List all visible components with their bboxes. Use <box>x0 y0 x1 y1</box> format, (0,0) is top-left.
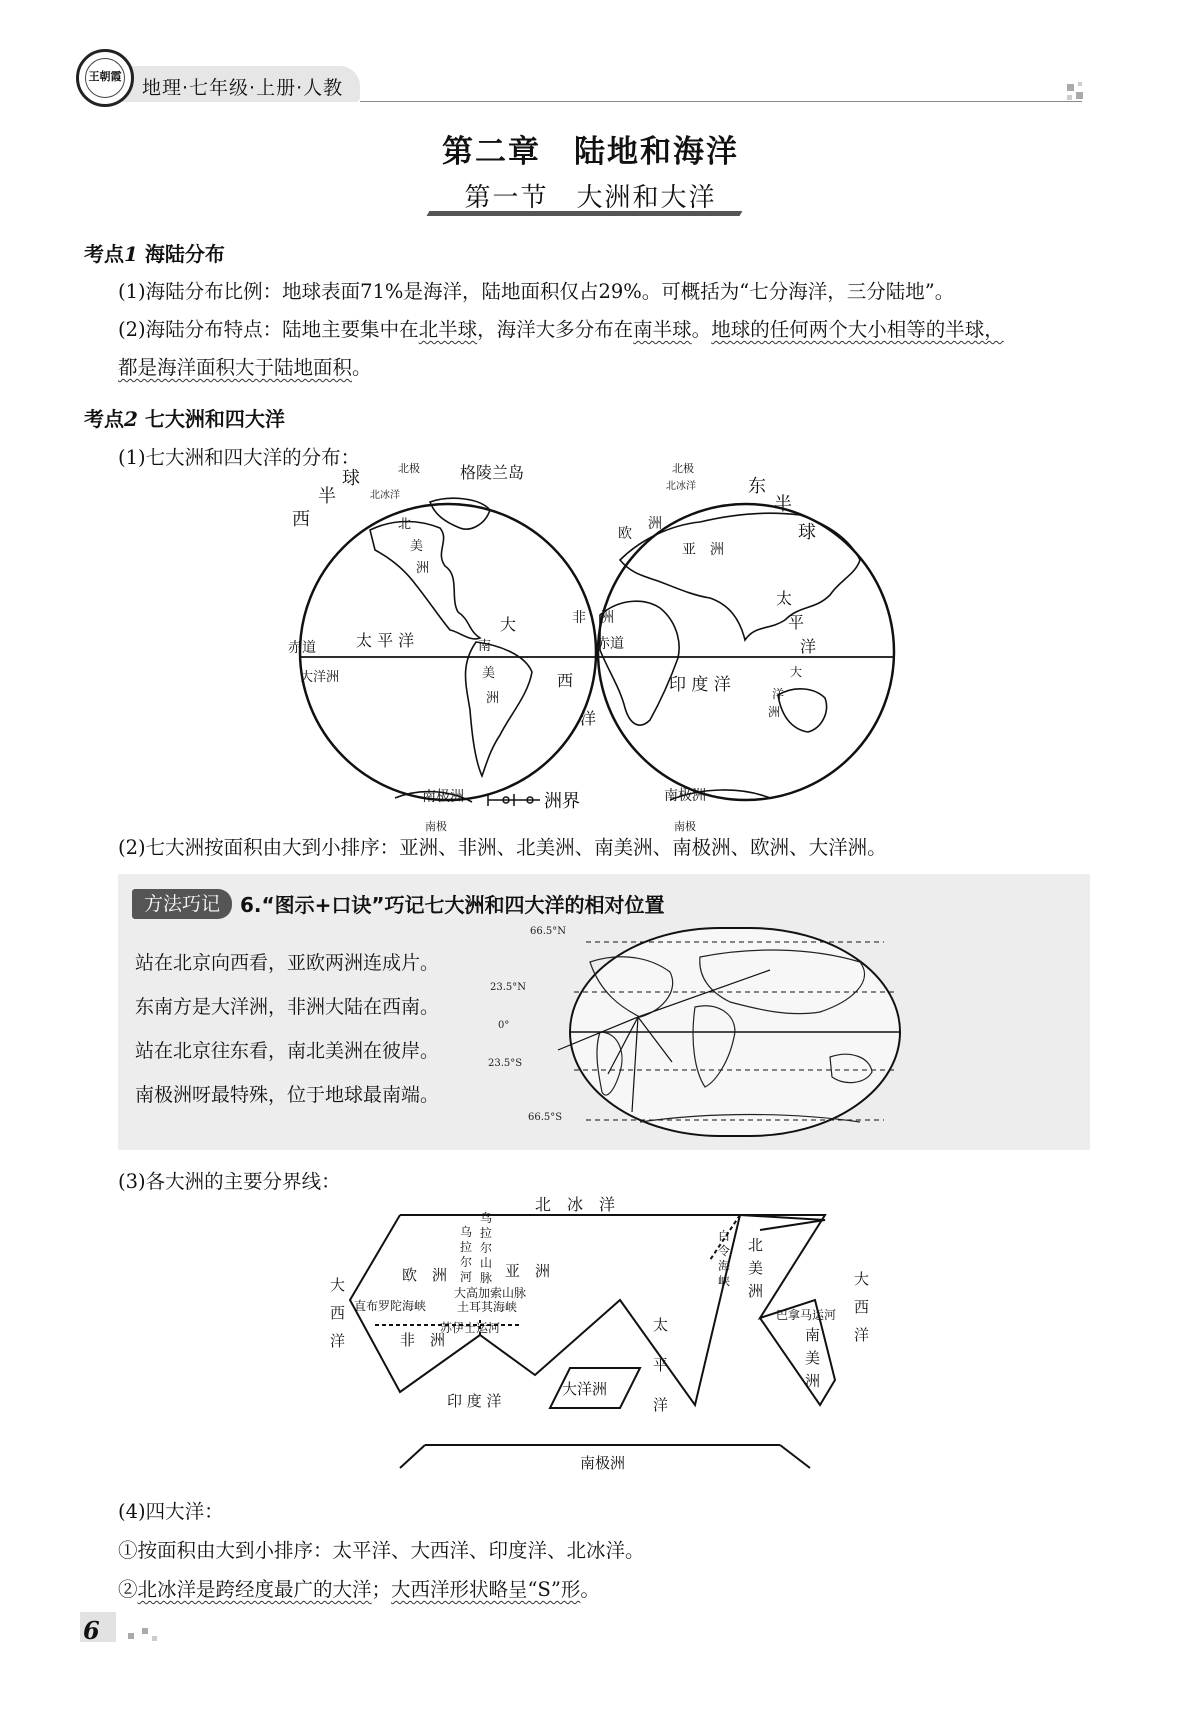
rhyme-line-4: 南极洲呀最特殊，位于地球最南端。 <box>135 1084 440 1106</box>
ural-river-char-3: 尔 <box>460 1255 473 1269</box>
bering-char-4: 峡 <box>718 1274 731 1288</box>
kaodian-1-para-2: (2)海陆分布特点：陆地主要集中在北半球，海洋大多分布在南半球。地球的任何两个大小相等的半球， <box>118 318 1004 341</box>
east-equator-label: 赤道 <box>596 636 624 652</box>
bering-char-3: 海 <box>718 1259 731 1273</box>
south-america-char-2: 美 <box>482 666 496 681</box>
caucasus-label: 大高加索山脉 <box>454 1286 527 1300</box>
footer-decor-dot <box>128 1633 134 1639</box>
west-hemi-char-3: 球 <box>342 468 360 489</box>
suez-label: 苏伊士运河 <box>440 1321 501 1335</box>
oceania-char-2: 洋 <box>772 687 785 701</box>
bering-char-2: 令 <box>718 1244 731 1258</box>
kaodian-2-heading: 考点2 七大洲和四大洋 <box>84 407 285 431</box>
ural-river-char-4: 河 <box>460 1270 473 1284</box>
east-south-pole-label: 南极 <box>674 820 696 833</box>
atlantic-left-char-2: 西 <box>330 1304 346 1322</box>
north-america-char-3: 洲 <box>416 561 430 576</box>
header-rule <box>360 101 1082 102</box>
western-hemisphere-outline <box>300 504 596 800</box>
method-title: 6.“图示+口诀”巧记七大洲和四大洋的相对位置 <box>240 893 665 917</box>
australia-shape <box>778 689 826 732</box>
ural-mtn-char-1: 乌 <box>480 1211 493 1225</box>
diagram-indian-label: 印 度 洋 <box>447 1392 502 1410</box>
asia-label: 亚 洲 <box>682 542 724 558</box>
boundary-legend-label: 洲界 <box>544 791 580 812</box>
footer-decor-dot <box>152 1636 157 1641</box>
east-pacific-char-1: 太 <box>776 589 793 608</box>
diagram-south-america-char-1: 南 <box>805 1326 821 1344</box>
boundary-legend-symbol <box>488 794 540 806</box>
diagram-south-america-char-3: 洲 <box>805 1372 821 1390</box>
page-number: 6 <box>83 1616 100 1645</box>
atlantic-left-char-1: 大 <box>330 1276 346 1294</box>
west-pacific-label: 太 平 洋 <box>356 631 415 650</box>
kaodian-2-para-6: ②北冰洋是跨经度最广的大洋；大西洋形状略呈“S”形。 <box>118 1578 600 1601</box>
south-america-char-1: 南 <box>478 639 492 654</box>
header-decor-dot <box>1067 95 1072 100</box>
rhyme-line-3: 站在北京往东看，南北美洲在彼岸。 <box>135 1040 440 1062</box>
diagram-pacific-char-1: 太 <box>653 1316 669 1334</box>
ural-mtn-char-3: 尔 <box>480 1241 493 1255</box>
diagram-pacific-char-2: 平 <box>653 1356 669 1374</box>
east-hemi-char-3: 球 <box>798 522 816 543</box>
world-map-figure <box>488 922 910 1142</box>
oceania-char-3: 洲 <box>768 705 781 719</box>
kaodian-1-para-1: (1)海陆分布比例：地球表面71%是海洋，陆地面积仅占29%。可概括为“七分海洋，三分陆地”。 <box>118 280 955 303</box>
lat-label-66n: 66.5°N <box>530 926 567 937</box>
kaodian-2-para-5: ①按面积由大到小排序：太平洋、大西洋、印度洋、北冰洋。 <box>118 1539 645 1562</box>
diagram-pacific-char-3: 洋 <box>653 1396 669 1414</box>
eastern-hemisphere-outline <box>598 504 894 800</box>
west-equator-label: 赤道 <box>288 640 316 656</box>
diagram-africa-label: 非 洲 <box>400 1331 446 1349</box>
header-decor-dot <box>1076 92 1083 99</box>
west-atlantic-char: 大 <box>500 615 517 634</box>
east-north-pole-label: 北极 <box>672 462 694 475</box>
ural-mtn-char-5: 脉 <box>480 1271 493 1285</box>
arctic-label: 北 冰 洋 <box>535 1195 616 1214</box>
europe-char-2: 洲 <box>648 516 662 532</box>
lat-label-66s: 66.5°S <box>528 1112 563 1123</box>
west-arctic-label: 北冰洋 <box>370 490 400 501</box>
east-arctic-label: 北冰洋 <box>666 481 696 492</box>
atlantic-right-char-3: 洋 <box>854 1326 870 1344</box>
diagram-asia-label: 亚 洲 <box>505 1262 551 1280</box>
east-hemi-char-1: 东 <box>748 476 766 497</box>
east-atlantic-char-1: 西 <box>557 671 574 690</box>
diagram-north-america-char-1: 北 <box>748 1236 764 1254</box>
diagram-oceania-label: 大洋洲 <box>562 1380 608 1398</box>
east-pacific-char-2: 平 <box>788 613 805 632</box>
header-decor-dot <box>1078 82 1082 86</box>
book-title: 地理·七年级·上册·人教 <box>142 77 344 99</box>
north-america-char-2: 美 <box>410 539 424 554</box>
east-atlantic-char-2: 洋 <box>580 709 597 728</box>
east-antarctica-label: 南极洲 <box>664 788 706 804</box>
turkish-straits-label: 土耳其海峡 <box>457 1300 518 1314</box>
diagram-europe-label: 欧 洲 <box>402 1266 448 1284</box>
lat-label-23n: 23.5°N <box>490 982 527 993</box>
africa-label: 非 洲 <box>572 610 614 626</box>
publisher-logo: 王朝霞 <box>76 49 134 107</box>
north-america-shape <box>370 522 480 639</box>
gibraltar-label: 直布罗陀海峡 <box>354 1299 427 1313</box>
greenland-shape <box>430 498 490 529</box>
lat-label-23s: 23.5°S <box>488 1058 523 1069</box>
oceania-char-1: 大 <box>790 665 803 679</box>
west-south-pole-label: 南极 <box>425 820 447 833</box>
kaodian-1-heading: 考点1 海陆分布 <box>84 242 225 266</box>
kaodian-2-para-3: (3)各大洲的主要分界线： <box>118 1170 341 1193</box>
section-title: 第一节 大洲和大洋 <box>464 183 717 213</box>
antarctica-left <box>400 1445 425 1468</box>
antarctica-right <box>780 1445 810 1468</box>
hemisphere-map <box>288 462 910 833</box>
chapter-title: 第二章 陆地和海洋 <box>442 134 739 170</box>
lat-label-0: 0° <box>498 1020 510 1031</box>
rhyme-line-2: 东南方是大洋洲，非洲大陆在西南。 <box>135 996 440 1018</box>
east-hemi-char-2: 半 <box>774 494 792 515</box>
atlantic-right-char-1: 大 <box>854 1270 870 1288</box>
europe-char-1: 欧 <box>618 526 632 542</box>
atlantic-right-char-2: 西 <box>854 1298 870 1316</box>
east-pacific-char-3: 洋 <box>800 637 817 656</box>
bering-link <box>740 1215 825 1230</box>
ural-river-char-1: 乌 <box>460 1225 473 1239</box>
kaodian-1-para-3: 都是海洋面积大于陆地面积。 <box>118 356 372 379</box>
footer-decor-dot <box>142 1628 148 1634</box>
diagram-north-america-char-3: 洲 <box>748 1282 764 1300</box>
atlantic-left-char-3: 洋 <box>330 1332 346 1350</box>
rhyme-line-1: 站在北京向西看，亚欧两洲连成片。 <box>135 952 440 974</box>
bering-char-1: 白 <box>718 1229 731 1243</box>
west-north-pole-label: 北极 <box>398 462 420 475</box>
west-antarctica-label: 南极洲 <box>422 789 464 805</box>
ural-mtn-char-4: 山 <box>480 1256 493 1270</box>
indian-ocean-label: 印 度 洋 <box>669 675 731 695</box>
eurasia-shape <box>620 513 860 640</box>
panama-label: 巴拿马运河 <box>776 1308 837 1322</box>
header-decor-dot <box>1067 84 1074 91</box>
south-america-char-3: 洲 <box>486 691 500 706</box>
ural-mtn-char-2: 拉 <box>480 1226 493 1240</box>
west-oceania-label: 大洋洲 <box>300 670 340 685</box>
diagram-south-america-char-2: 美 <box>805 1349 821 1367</box>
north-america-char-1: 北 <box>398 517 412 532</box>
diagram-north-america-char-2: 美 <box>748 1259 764 1277</box>
method-badge: 方法巧记 <box>132 889 232 919</box>
south-america-shape <box>466 642 533 776</box>
continent-boundary-diagram <box>330 1195 870 1490</box>
west-hemi-char-1: 西 <box>292 509 310 530</box>
kaodian-2-para-4: (4)四大洋： <box>118 1500 224 1523</box>
diagram-antarctica-label: 南极洲 <box>580 1454 626 1472</box>
kaodian-2-para-1: (1)七大洲和四大洋的分布： <box>118 446 361 469</box>
ural-river-char-2: 拉 <box>460 1240 473 1254</box>
west-hemi-char-2: 半 <box>318 486 336 507</box>
kaodian-2-para-2: (2)七大洲按面积由大到小排序：亚洲、非洲、北美洲、南美洲、南极洲、欧洲、大洋洲。 <box>118 836 887 859</box>
greenland-label: 格陵兰岛 <box>460 463 525 482</box>
